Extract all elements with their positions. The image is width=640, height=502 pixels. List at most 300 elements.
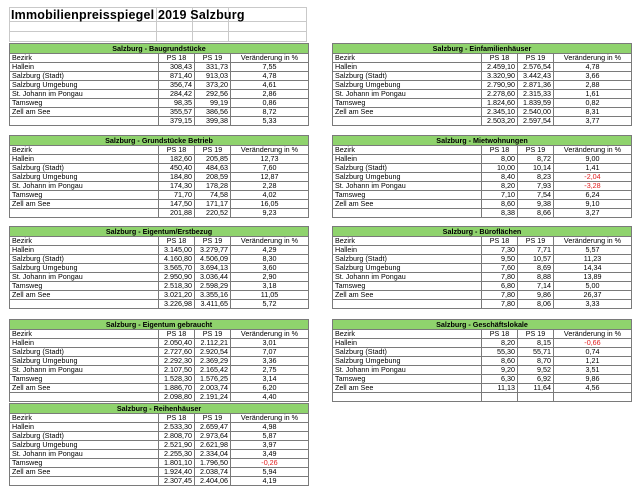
cell-bezirk: Salzburg (Stadt) bbox=[10, 164, 159, 173]
cell-bezirk: Tamsweg bbox=[10, 459, 159, 468]
cell-ps18: 2.808,70 bbox=[159, 432, 195, 441]
cell-bezirk: Hallein bbox=[10, 423, 159, 432]
table-row bbox=[333, 273, 632, 282]
table-total-row bbox=[333, 393, 632, 402]
cell-ps19: 9,52 bbox=[518, 366, 554, 375]
cell-bezirk: Hallein bbox=[333, 63, 482, 72]
cell-ps19: 99,19 bbox=[195, 99, 231, 108]
table-row bbox=[10, 155, 309, 164]
table-header-row bbox=[10, 237, 309, 246]
cell-change: 5,00 bbox=[554, 282, 632, 291]
cell-ps18: 8,00 bbox=[482, 155, 518, 164]
cell-bezirk bbox=[10, 117, 159, 126]
cell-ps19: 8,66 bbox=[518, 209, 554, 218]
cell-ps18: 7,60 bbox=[482, 264, 518, 273]
cell-bezirk: St. Johann im Pongau bbox=[10, 90, 159, 99]
cell-ps19: 2.003,74 bbox=[195, 384, 231, 393]
cell-change: 3,49 bbox=[231, 450, 309, 459]
cell-change: 12,73 bbox=[231, 155, 309, 164]
cell-ps18: 8,40 bbox=[482, 173, 518, 182]
cell-ps18: 2.518,30 bbox=[159, 282, 195, 291]
table-row bbox=[10, 246, 309, 255]
table-row bbox=[10, 282, 309, 291]
cell-ps19: 4.506,09 bbox=[195, 255, 231, 264]
cell-ps19: 55,71 bbox=[518, 348, 554, 357]
table-title: Salzburg - Büroflächen bbox=[333, 227, 632, 237]
cell-ps19: 7,14 bbox=[518, 282, 554, 291]
cell-ps19: 6,92 bbox=[518, 375, 554, 384]
cell-ps18: 1.801,10 bbox=[159, 459, 195, 468]
cell-ps19: 2.597,54 bbox=[518, 117, 554, 126]
cell-ps18: 1.528,30 bbox=[159, 375, 195, 384]
cell-bezirk: Hallein bbox=[10, 155, 159, 164]
cell-bezirk: St. Johann im Pongau bbox=[333, 90, 482, 99]
table-row bbox=[10, 200, 309, 209]
cell-bezirk: St. Johann im Pongau bbox=[333, 366, 482, 375]
cell-ps19: 3.279,77 bbox=[195, 246, 231, 255]
cell-ps19: 2.540,00 bbox=[518, 108, 554, 117]
cell-bezirk bbox=[10, 393, 159, 402]
cell-ps18: 308,43 bbox=[159, 63, 195, 72]
cell-change: 4,98 bbox=[231, 423, 309, 432]
cell-change: 7,60 bbox=[231, 164, 309, 173]
cell-bezirk: Zell am See bbox=[10, 108, 159, 117]
cell-bezirk: Zell am See bbox=[333, 384, 482, 393]
cell-ps19: 3.036,44 bbox=[195, 273, 231, 282]
cell-bezirk: Zell am See bbox=[10, 468, 159, 477]
cell-ps18: 3.226,98 bbox=[159, 300, 195, 309]
cell-bezirk: St. Johann im Pongau bbox=[10, 450, 159, 459]
cell-change: 3,51 bbox=[554, 366, 632, 375]
column-header-ps18: PS 18 bbox=[159, 146, 195, 155]
table-total-row bbox=[10, 393, 309, 402]
cell-ps19: 7,54 bbox=[518, 191, 554, 200]
cell-change: 26,37 bbox=[554, 291, 632, 300]
cell-change: 5,57 bbox=[554, 246, 632, 255]
table-salzburg-geschäftslokale bbox=[332, 319, 632, 402]
column-header-ps19: PS 19 bbox=[195, 237, 231, 246]
cell-bezirk: St. Johann im Pongau bbox=[333, 273, 482, 282]
table-row bbox=[10, 99, 309, 108]
cell-ps18: 71,70 bbox=[159, 191, 195, 200]
table-title: Salzburg - Eigentum/Erstbezug bbox=[10, 227, 309, 237]
column-header-ps18: PS 18 bbox=[482, 146, 518, 155]
cell-ps19: 8,23 bbox=[518, 173, 554, 182]
column-header-change: Veränderung in % bbox=[554, 54, 632, 63]
cell-bezirk: Hallein bbox=[10, 63, 159, 72]
cell-bezirk: Salzburg Umgebung bbox=[10, 81, 159, 90]
table-total-row bbox=[10, 117, 309, 126]
cell-bezirk bbox=[333, 117, 482, 126]
cell-change: 3,33 bbox=[554, 300, 632, 309]
column-header-ps18: PS 18 bbox=[159, 54, 195, 63]
cell-change: 1,21 bbox=[554, 357, 632, 366]
cell-ps19: 9,38 bbox=[518, 200, 554, 209]
cell-bezirk: Zell am See bbox=[333, 200, 482, 209]
table-total-row bbox=[10, 477, 309, 486]
table-title: Salzburg - Grundstücke Betrieb bbox=[10, 136, 309, 146]
table-title: Salzburg - Eigentum gebraucht bbox=[10, 320, 309, 330]
table-title-row bbox=[10, 404, 309, 414]
column-header-change: Veränderung in % bbox=[554, 330, 632, 339]
cell-change: 3,27 bbox=[554, 209, 632, 218]
table-title: Salzburg - Einfamilienhäuser bbox=[333, 44, 632, 54]
cell-bezirk: Hallein bbox=[333, 155, 482, 164]
table-row bbox=[10, 459, 309, 468]
column-header-change: Veränderung in % bbox=[554, 146, 632, 155]
cell-ps19: 331,73 bbox=[195, 63, 231, 72]
column-header-ps18: PS 18 bbox=[482, 54, 518, 63]
cell-ps19: 2.038,74 bbox=[195, 468, 231, 477]
cell-bezirk: Tamsweg bbox=[333, 191, 482, 200]
cell-ps18: 10,00 bbox=[482, 164, 518, 173]
cell-change: 5,87 bbox=[231, 432, 309, 441]
cell-bezirk: Hallein bbox=[333, 246, 482, 255]
cell-ps19: 2.334,04 bbox=[195, 450, 231, 459]
cell-change: 8,30 bbox=[231, 255, 309, 264]
cell-bezirk bbox=[333, 300, 482, 309]
table-row bbox=[333, 282, 632, 291]
cell-bezirk: Salzburg Umgebung bbox=[333, 264, 482, 273]
cell-change: 3,97 bbox=[231, 441, 309, 450]
column-header-ps19: PS 19 bbox=[195, 414, 231, 423]
cell-ps18: 9,20 bbox=[482, 366, 518, 375]
table-row bbox=[10, 468, 309, 477]
cell-ps18: 2.459,10 bbox=[482, 63, 518, 72]
table-header-row bbox=[333, 330, 632, 339]
table-title-row bbox=[10, 320, 309, 330]
table-header-row bbox=[333, 54, 632, 63]
cell-change: 12,87 bbox=[231, 173, 309, 182]
cell-change: 0,74 bbox=[554, 348, 632, 357]
cell-change: 5,94 bbox=[231, 468, 309, 477]
cell-change: -3,28 bbox=[554, 182, 632, 191]
cell-bezirk: Tamsweg bbox=[333, 282, 482, 291]
cell-bezirk: Salzburg Umgebung bbox=[333, 81, 482, 90]
table-row bbox=[333, 357, 632, 366]
table-row bbox=[333, 63, 632, 72]
cell-ps19: 8,70 bbox=[518, 357, 554, 366]
cell-change: 8,31 bbox=[554, 108, 632, 117]
cell-ps18: 2.107,50 bbox=[159, 366, 195, 375]
cell-bezirk: Hallein bbox=[10, 339, 159, 348]
table-row bbox=[333, 375, 632, 384]
table-row bbox=[333, 264, 632, 273]
cell-ps19: 2.598,29 bbox=[195, 282, 231, 291]
cell-bezirk: Salzburg (Stadt) bbox=[10, 255, 159, 264]
column-header-bezirk: Bezirk bbox=[10, 54, 159, 63]
table-title: Salzburg - Reihenhäuser bbox=[10, 404, 309, 414]
table-row bbox=[333, 182, 632, 191]
table-row bbox=[10, 366, 309, 375]
column-header-ps19: PS 19 bbox=[195, 146, 231, 155]
table-row bbox=[10, 264, 309, 273]
cell-bezirk: Tamsweg bbox=[10, 99, 159, 108]
cell-ps18: 9,50 bbox=[482, 255, 518, 264]
column-header-bezirk: Bezirk bbox=[333, 54, 482, 63]
cell-ps18: 2.278,60 bbox=[482, 90, 518, 99]
cell-ps19: 386,56 bbox=[195, 108, 231, 117]
cell-change: 13,89 bbox=[554, 273, 632, 282]
table-row bbox=[10, 441, 309, 450]
cell-ps19: 484,63 bbox=[195, 164, 231, 173]
column-header-change: Veränderung in % bbox=[231, 414, 309, 423]
cell-ps18: 11,13 bbox=[482, 384, 518, 393]
table-row bbox=[10, 173, 309, 182]
table-row bbox=[333, 200, 632, 209]
cell-ps18: 2.503,20 bbox=[482, 117, 518, 126]
column-header-ps18: PS 18 bbox=[482, 237, 518, 246]
cell-bezirk: Salzburg Umgebung bbox=[10, 357, 159, 366]
cell-bezirk: St. Johann im Pongau bbox=[10, 273, 159, 282]
table-total-row bbox=[333, 300, 632, 309]
cell-ps18: 147,50 bbox=[159, 200, 195, 209]
cell-change: 4,61 bbox=[231, 81, 309, 90]
table-row bbox=[10, 291, 309, 300]
cell-ps19: 171,17 bbox=[195, 200, 231, 209]
cell-bezirk: Salzburg Umgebung bbox=[333, 173, 482, 182]
cell-change: 3,18 bbox=[231, 282, 309, 291]
cell-ps18: 871,40 bbox=[159, 72, 195, 81]
cell-ps19: 2.191,24 bbox=[195, 393, 231, 402]
table-row bbox=[10, 182, 309, 191]
cell-change: 5,72 bbox=[231, 300, 309, 309]
cell-bezirk: Zell am See bbox=[10, 200, 159, 209]
cell-change: -2,04 bbox=[554, 173, 632, 182]
cell-ps18: 2.533,30 bbox=[159, 423, 195, 432]
cell-change: 2,88 bbox=[554, 81, 632, 90]
table-header-row bbox=[10, 146, 309, 155]
cell-ps18: 2.307,45 bbox=[159, 477, 195, 486]
cell-bezirk: Salzburg (Stadt) bbox=[333, 164, 482, 173]
column-header-ps19: PS 19 bbox=[518, 54, 554, 63]
cell-ps19: 2.165,42 bbox=[195, 366, 231, 375]
cell-ps19: 2.576,54 bbox=[518, 63, 554, 72]
page-title: Immobilienpreisspiegel 2019 Salzburg bbox=[11, 8, 245, 22]
cell-ps19: 2.920,54 bbox=[195, 348, 231, 357]
cell-ps18: 4.160,80 bbox=[159, 255, 195, 264]
cell-ps18: 6,80 bbox=[482, 282, 518, 291]
column-header-ps19: PS 19 bbox=[518, 330, 554, 339]
cell-bezirk: Salzburg (Stadt) bbox=[10, 348, 159, 357]
cell-ps18: 184,80 bbox=[159, 173, 195, 182]
cell-change: 9,86 bbox=[554, 375, 632, 384]
cell-ps19: 2.112,21 bbox=[195, 339, 231, 348]
cell-bezirk: St. Johann im Pongau bbox=[10, 366, 159, 375]
cell-change: 4,40 bbox=[231, 393, 309, 402]
cell-bezirk: Zell am See bbox=[333, 108, 482, 117]
cell-change: 6,24 bbox=[554, 191, 632, 200]
table-row bbox=[10, 339, 309, 348]
table-salzburg-grundstücke-betrieb bbox=[9, 135, 309, 218]
cell-change: 0,86 bbox=[231, 99, 309, 108]
table-row bbox=[333, 90, 632, 99]
cell-ps18: 8,38 bbox=[482, 209, 518, 218]
table-title: Salzburg - Baugrundstücke bbox=[10, 44, 309, 54]
cell-ps18: 6,30 bbox=[482, 375, 518, 384]
table-row bbox=[333, 173, 632, 182]
cell-change: 2,28 bbox=[231, 182, 309, 191]
cell-ps18: 8,60 bbox=[482, 357, 518, 366]
cell-ps18: 2.292,30 bbox=[159, 357, 195, 366]
cell-bezirk bbox=[10, 477, 159, 486]
cell-ps18: 1.824,60 bbox=[482, 99, 518, 108]
column-header-bezirk: Bezirk bbox=[333, 146, 482, 155]
cell-ps19: 3.442,43 bbox=[518, 72, 554, 81]
column-header-ps18: PS 18 bbox=[159, 237, 195, 246]
table-row bbox=[10, 108, 309, 117]
column-header-bezirk: Bezirk bbox=[10, 330, 159, 339]
cell-ps18: 2.727,60 bbox=[159, 348, 195, 357]
cell-ps18: 7,10 bbox=[482, 191, 518, 200]
table-header-row bbox=[333, 146, 632, 155]
cell-ps19: 2.973,64 bbox=[195, 432, 231, 441]
table-row bbox=[10, 450, 309, 459]
cell-ps19: 178,28 bbox=[195, 182, 231, 191]
cell-bezirk: Hallein bbox=[10, 246, 159, 255]
column-header-ps18: PS 18 bbox=[159, 414, 195, 423]
table-title: Salzburg - Mietwohnungen bbox=[333, 136, 632, 146]
cell-bezirk: Tamsweg bbox=[10, 375, 159, 384]
cell-ps19: 2.404,06 bbox=[195, 477, 231, 486]
cell-ps18: 182,60 bbox=[159, 155, 195, 164]
cell-ps19: 7,93 bbox=[518, 182, 554, 191]
table-row bbox=[333, 108, 632, 117]
table-row bbox=[333, 164, 632, 173]
cell-ps19: 3.411,65 bbox=[195, 300, 231, 309]
cell-ps19: 2.369,29 bbox=[195, 357, 231, 366]
cell-ps18: 8,60 bbox=[482, 200, 518, 209]
cell-ps18: 8,20 bbox=[482, 339, 518, 348]
cell-bezirk: Salzburg Umgebung bbox=[10, 441, 159, 450]
cell-ps19: 10,57 bbox=[518, 255, 554, 264]
cell-change: -0,26 bbox=[231, 459, 309, 468]
table-row bbox=[10, 72, 309, 81]
table-row bbox=[333, 246, 632, 255]
cell-bezirk: Salzburg (Stadt) bbox=[333, 255, 482, 264]
cell-ps19: 8,72 bbox=[518, 155, 554, 164]
cell-ps18: 1.924,40 bbox=[159, 468, 195, 477]
cell-change: 6,20 bbox=[231, 384, 309, 393]
cell-change: 4,29 bbox=[231, 246, 309, 255]
table-title-row bbox=[10, 136, 309, 146]
cell-ps19: 8,69 bbox=[518, 264, 554, 273]
cell-bezirk: Salzburg Umgebung bbox=[333, 357, 482, 366]
column-header-ps19: PS 19 bbox=[518, 146, 554, 155]
column-header-ps19: PS 19 bbox=[195, 54, 231, 63]
cell-change: 7,07 bbox=[231, 348, 309, 357]
cell-change: 0,82 bbox=[554, 99, 632, 108]
table-row bbox=[10, 255, 309, 264]
table-row bbox=[333, 348, 632, 357]
cell-ps19: 74,58 bbox=[195, 191, 231, 200]
cell-bezirk: St. Johann im Pongau bbox=[333, 182, 482, 191]
cell-ps19: 3.355,16 bbox=[195, 291, 231, 300]
table-row bbox=[10, 164, 309, 173]
cell-change: 4,78 bbox=[231, 72, 309, 81]
table-row bbox=[10, 423, 309, 432]
cell-change: 9,23 bbox=[231, 209, 309, 218]
table-title-row bbox=[333, 320, 632, 330]
cell-bezirk: Zell am See bbox=[10, 384, 159, 393]
table-header-row bbox=[10, 414, 309, 423]
table-salzburg-eigentum-gebraucht bbox=[9, 319, 309, 402]
cell-bezirk bbox=[10, 300, 159, 309]
cell-ps18: 355,57 bbox=[159, 108, 195, 117]
table-title-row bbox=[10, 227, 309, 237]
cell-ps19 bbox=[518, 393, 554, 402]
cell-ps19: 292,56 bbox=[195, 90, 231, 99]
cell-change: 3,01 bbox=[231, 339, 309, 348]
table-row bbox=[10, 63, 309, 72]
cell-ps18: 174,30 bbox=[159, 182, 195, 191]
table-salzburg-eigentum-erstbezug bbox=[9, 226, 309, 309]
cell-bezirk: Hallein bbox=[333, 339, 482, 348]
cell-ps18: 2.098,80 bbox=[159, 393, 195, 402]
cell-change: 1,61 bbox=[554, 90, 632, 99]
cell-ps18: 3.145,00 bbox=[159, 246, 195, 255]
cell-ps18: 284,42 bbox=[159, 90, 195, 99]
table-salzburg-reihenhäuser bbox=[9, 403, 309, 486]
cell-ps18: 2.521,90 bbox=[159, 441, 195, 450]
table-row bbox=[333, 191, 632, 200]
cell-ps19: 2.659,47 bbox=[195, 423, 231, 432]
table-title-row bbox=[333, 227, 632, 237]
cell-ps19: 10,14 bbox=[518, 164, 554, 173]
column-header-bezirk: Bezirk bbox=[333, 330, 482, 339]
table-row bbox=[333, 366, 632, 375]
cell-ps19: 220,52 bbox=[195, 209, 231, 218]
cell-ps19: 913,03 bbox=[195, 72, 231, 81]
cell-change: 9,10 bbox=[554, 200, 632, 209]
cell-bezirk: Salzburg (Stadt) bbox=[10, 432, 159, 441]
cell-bezirk bbox=[333, 393, 482, 402]
cell-ps19: 1.796,50 bbox=[195, 459, 231, 468]
cell-ps19: 11,64 bbox=[518, 384, 554, 393]
cell-ps18: 379,15 bbox=[159, 117, 195, 126]
cell-change: 3,60 bbox=[231, 264, 309, 273]
cell-ps18: 201,88 bbox=[159, 209, 195, 218]
table-row bbox=[333, 99, 632, 108]
cell-ps19: 208,59 bbox=[195, 173, 231, 182]
cell-change: 3,14 bbox=[231, 375, 309, 384]
cell-change: 5,33 bbox=[231, 117, 309, 126]
column-header-bezirk: Bezirk bbox=[10, 237, 159, 246]
cell-bezirk: Salzburg (Stadt) bbox=[333, 72, 482, 81]
cell-ps18: 7,80 bbox=[482, 291, 518, 300]
cell-change: 8,72 bbox=[231, 108, 309, 117]
table-row bbox=[10, 348, 309, 357]
column-header-ps18: PS 18 bbox=[482, 330, 518, 339]
table-total-row bbox=[333, 209, 632, 218]
column-header-ps19: PS 19 bbox=[195, 330, 231, 339]
table-total-row bbox=[333, 117, 632, 126]
cell-ps18 bbox=[482, 393, 518, 402]
column-header-ps18: PS 18 bbox=[159, 330, 195, 339]
table-row bbox=[333, 155, 632, 164]
cell-change: -0,66 bbox=[554, 339, 632, 348]
cell-bezirk bbox=[10, 209, 159, 218]
cell-bezirk: Salzburg (Stadt) bbox=[10, 72, 159, 81]
cell-ps18: 2.950,90 bbox=[159, 273, 195, 282]
table-title: Salzburg - Geschäftslokale bbox=[333, 320, 632, 330]
cell-change: 3,77 bbox=[554, 117, 632, 126]
cell-ps19: 1.576,25 bbox=[195, 375, 231, 384]
cell-ps19: 7,71 bbox=[518, 246, 554, 255]
cell-bezirk bbox=[333, 209, 482, 218]
cell-ps18: 2.790,90 bbox=[482, 81, 518, 90]
cell-ps18: 8,20 bbox=[482, 182, 518, 191]
